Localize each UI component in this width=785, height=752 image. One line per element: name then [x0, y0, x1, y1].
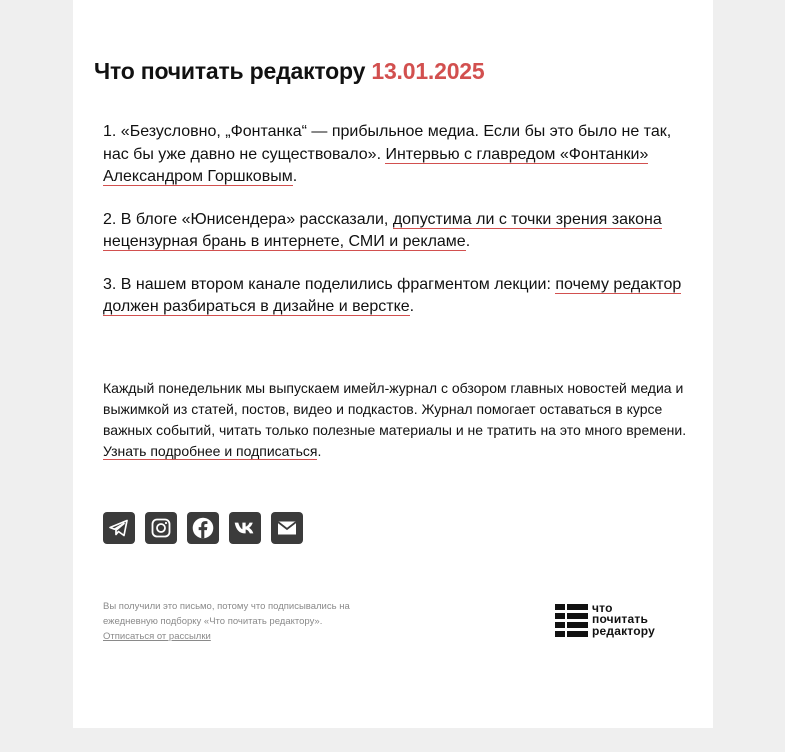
brand-logo [555, 602, 687, 638]
issue-date: 13.01.2025 [371, 58, 485, 84]
news-item-3 [103, 274, 687, 319]
news-item-text: 1. «Безусловно, „Фонтанка“ — прибыльное медиа. Если бы это было не так, нас бы уже давно не существовало». [103, 123, 672, 163]
facebook-icon[interactable] [187, 512, 219, 544]
news-item-2 [103, 209, 687, 254]
title-text: Что почитать редактору [94, 58, 366, 84]
news-item-tail: . [292, 168, 298, 185]
email-body [73, 0, 713, 728]
about-section [103, 378, 687, 462]
instagram-icon[interactable] [145, 512, 177, 544]
logo-line-1: что [592, 600, 613, 615]
logo-line-3: редактору [592, 623, 655, 638]
about-text: Каждый понедельник мы выпускаем имейл-журнал с обзором главных новостей медиа и выжимкой из статей, постов, видео и подкастов. Журнал помогает оставаться в курсе важных событий, читать только полезные материалы и не тратить на это много времени. [103, 380, 687, 438]
unsubscribe-link[interactable]: Отписаться от рассылки [103, 631, 211, 642]
logo-wordmark [592, 600, 655, 638]
news-item-text: 2. В блоге «Юнисендера» рассказали, [103, 210, 393, 228]
vk-icon[interactable] [229, 512, 261, 544]
news-item-tail: . [409, 298, 415, 315]
email-icon[interactable] [271, 512, 303, 544]
news-item-link[interactable]: почему редактор должен разбираться в дизайне и верстке [103, 275, 682, 315]
logo-line-2: почитать [592, 612, 649, 627]
social-links [103, 512, 303, 544]
about-tail: . [317, 443, 322, 459]
note-line-2: ежедневную подборку «Что почитать редактору». [103, 616, 323, 627]
logo-mark-icon [555, 603, 588, 637]
news-item-1 [103, 121, 687, 189]
news-item-text: 3. В нашем втором канале поделились фрагментом лекции: [103, 275, 556, 293]
news-item-link[interactable]: Интервью с главредом «Фонтанки» Александром Горшковым [103, 145, 649, 185]
subscription-note [103, 599, 403, 644]
subscribe-link[interactable]: Узнать подробнее и подписаться [103, 443, 318, 459]
news-list [103, 121, 687, 339]
note-line-1: Вы получили это письмо, потому что подписывались на [103, 601, 350, 612]
page-title [94, 58, 485, 85]
telegram-icon[interactable] [103, 512, 135, 544]
news-item-tail: . [465, 233, 471, 250]
news-item-link[interactable]: допустима ли с точки зрения закона нецензурная брань в интернете, СМИ и рекламе [103, 210, 662, 250]
